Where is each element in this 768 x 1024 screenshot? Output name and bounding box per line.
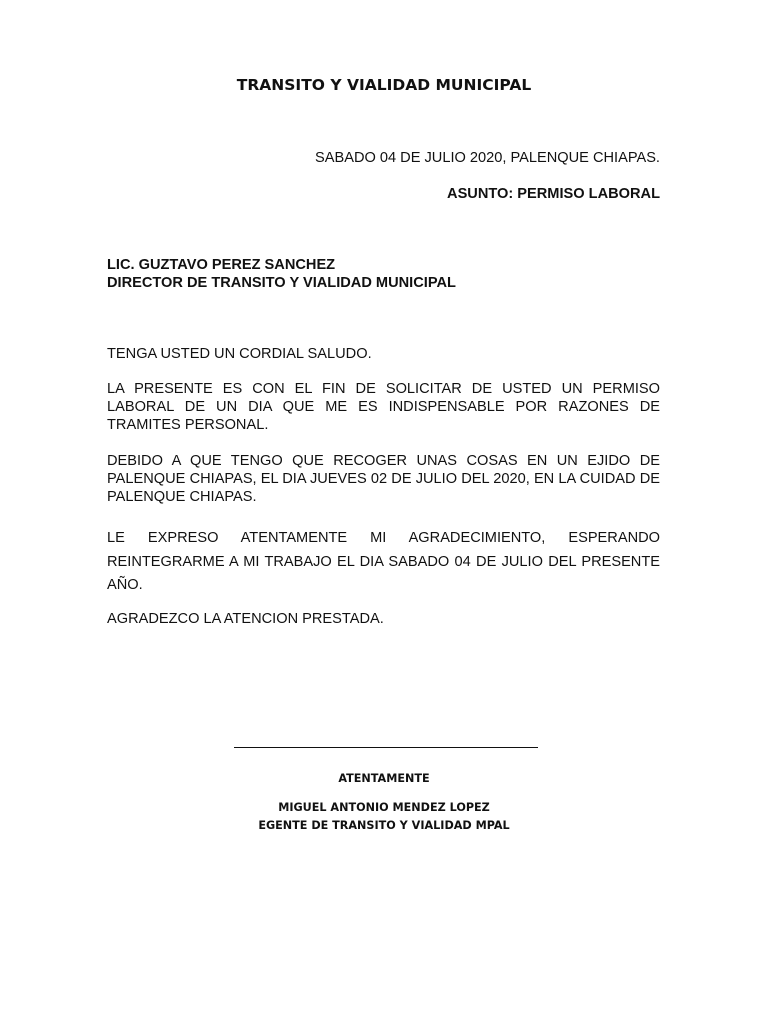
greeting-paragraph: TENGA USTED UN CORDIAL SALUDO. — [107, 346, 372, 362]
request-paragraph: LA PRESENTE ES CON EL FIN DE SOLICITAR DE USTED UN PERMISO LABORAL DE UN DIA QUE ME ES INDISPENSABLE POR RAZONES DE TRAMITES PERSONAL. — [107, 381, 660, 433]
signer-position: EGENTE DE TRANSITO Y VIALIDAD MPAL — [258, 819, 510, 832]
signature-block — [0, 799, 768, 835]
date-line: SABADO 04 DE JULIO 2020, PALENQUE CHIAPAS. — [315, 150, 660, 166]
reason-paragraph: DEBIDO A QUE TENGO QUE RECOGER UNAS COSAS EN UN EJIDO DE PALENQUE CHIAPAS, EL DIA JUEVES 02 DE JULIO DEL 2020, EN LA CUIDAD DE PALENQUE CHIAPAS. — [107, 453, 660, 505]
gratitude-paragraph: LE EXPRESO ATENTAMENTE MI AGRADECIMIENTO, ESPERANDO REINTEGRARME A MI TRABAJO EL DIA SABADO 04 DE JULIO DEL PRESENTE AÑO. — [107, 530, 660, 593]
subject-line: ASUNTO: PERMISO LABORAL — [447, 186, 660, 202]
signer-name: MIGUEL ANTONIO MENDEZ LOPEZ — [278, 801, 490, 814]
recipient-name: LIC. GUZTAVO PEREZ SANCHEZ — [107, 257, 336, 273]
signature-salutation: ATENTAMENTE — [338, 772, 430, 785]
recipient-position: DIRECTOR DE TRANSITO Y VIALIDAD MUNICIPAL — [107, 275, 456, 291]
document-title: TRANSITO Y VIALIDAD MUNICIPAL — [236, 76, 532, 94]
recipient-block — [107, 256, 456, 292]
closing-paragraph: AGRADEZCO LA ATENCION PRESTADA. — [107, 611, 384, 627]
signature-line — [234, 747, 538, 748]
